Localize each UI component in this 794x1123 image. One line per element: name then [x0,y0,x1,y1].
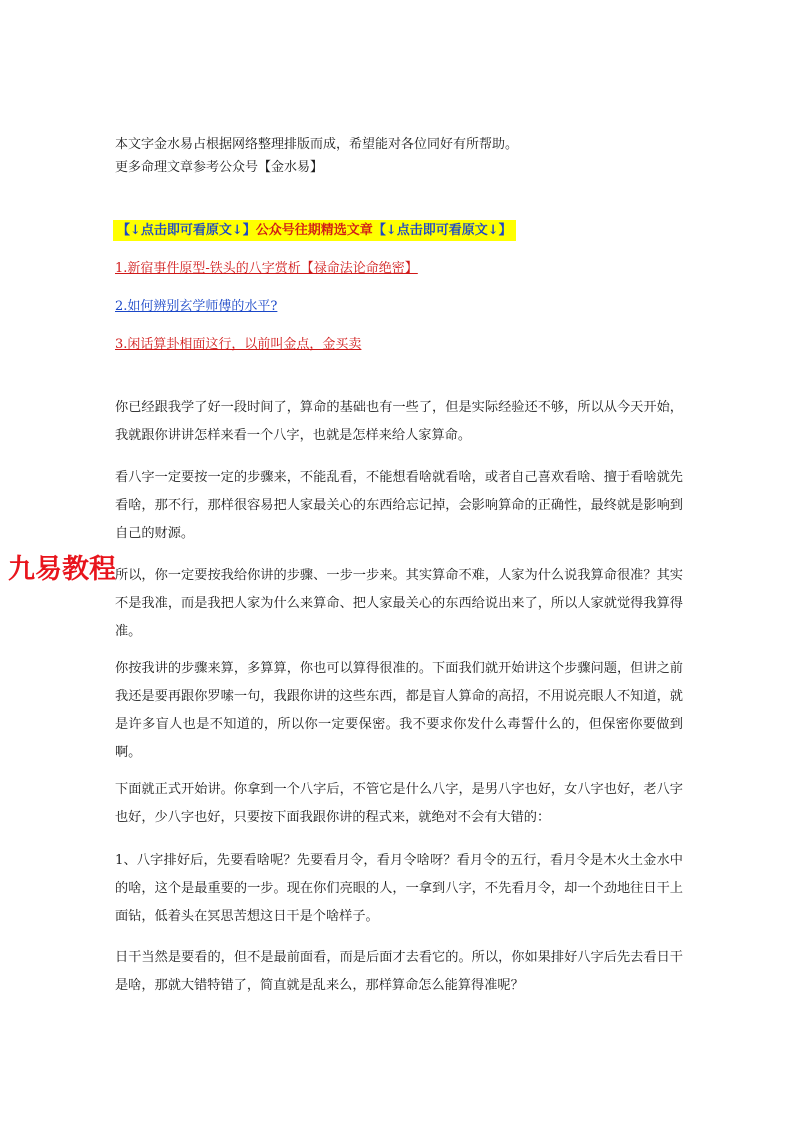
watermark-logo: 九易教程 [8,554,116,585]
body-paragraph: 1、八字排好后，先要看啥呢？先要看月令，看月令啥呀？看月令的五行，看月令是木火土金水中的啥，这个是最重要的一步。现在你们亮眼的人，一拿到八字，不先看月令，却一个劲地往日干上面钻，低着头在冥思苦想这日干是个啥样子。 [115,853,683,924]
intro-line-2: 更多命理文章参考公众号【金水易】 [115,160,324,175]
banner-right-link[interactable]: 【↓点击即可看原文↓】 [372,223,512,238]
body-paragraph: 看八字一定要按一定的步骤来，不能乱看，不能想看啥就看啥，或者自己喜欢看啥、擅于看啥就先看啥，那不行，那样很容易把人家最关心的东西给忘记掉，会影响算命的正确性，最终就是影响到自己的财源。 [115,470,683,541]
body-paragraph: 你已经跟我学了好一段时间了，算命的基础也有一些了，但是实际经验还不够，所以从今天开始，我就跟你讲讲怎样来看一个八字，也就是怎样来给人家算命。 [115,400,683,443]
intro-block [115,133,518,179]
article-link-3[interactable]: 3.闲话算卦相面这行，以前叫金点，金买卖 [115,337,362,352]
banner-left-link[interactable]: 【↓点击即可看原文↓】 [117,223,256,238]
banner-title: 公众号往期精选文章 [255,223,373,238]
intro-line-1: 本文字金水易占根据网络整理排版而成，希望能对各位同好有所帮助。 [115,137,519,152]
body-paragraph: 你按我讲的步骤来算，多算算，你也可以算得很准的。下面我们就开始讲这个步骤问题，但讲之前我还是要再跟你罗嗦一句，我跟你讲的这些东西，都是盲人算命的高招，不用说亮眼人不知道，就是许多盲人也是不知道的，所以你一定要保密。我不要求你发什么毒誓什么的，但保密你要做到啊。 [115,661,683,760]
body-paragraph: 下面就正式开始讲。你拿到一个八字后，不管它是什么八字，是男八字也好，女八字也好，老八字也好，少八字也好，只要按下面我跟你讲的程式来，就绝对不会有大错的： [115,782,683,825]
article-link-2[interactable]: 2.如何辨别玄学师傅的水平? [115,299,278,314]
article-link-1[interactable]: 1.新宿事件原型-铁头的八字赏析【禄命法论命绝密】 [115,261,418,276]
body-paragraph: 所以，你一定要按我给你讲的步骤、一步一步来。其实算命不难，人家为什么说我算命很准？其实不是我准，而是我把人家为什么来算命、把人家最关心的东西给说出来了，所以人家就觉得我算得准。 [115,568,683,639]
featured-articles-banner[interactable] [113,220,516,241]
body-paragraph: 日干当然是要看的，但不是最前面看，而是后面才去看它的。所以，你如果排好八字后先去看日干是啥，那就大错特错了，简直就是乱来么，那样算命怎么能算得准呢？ [115,950,683,993]
